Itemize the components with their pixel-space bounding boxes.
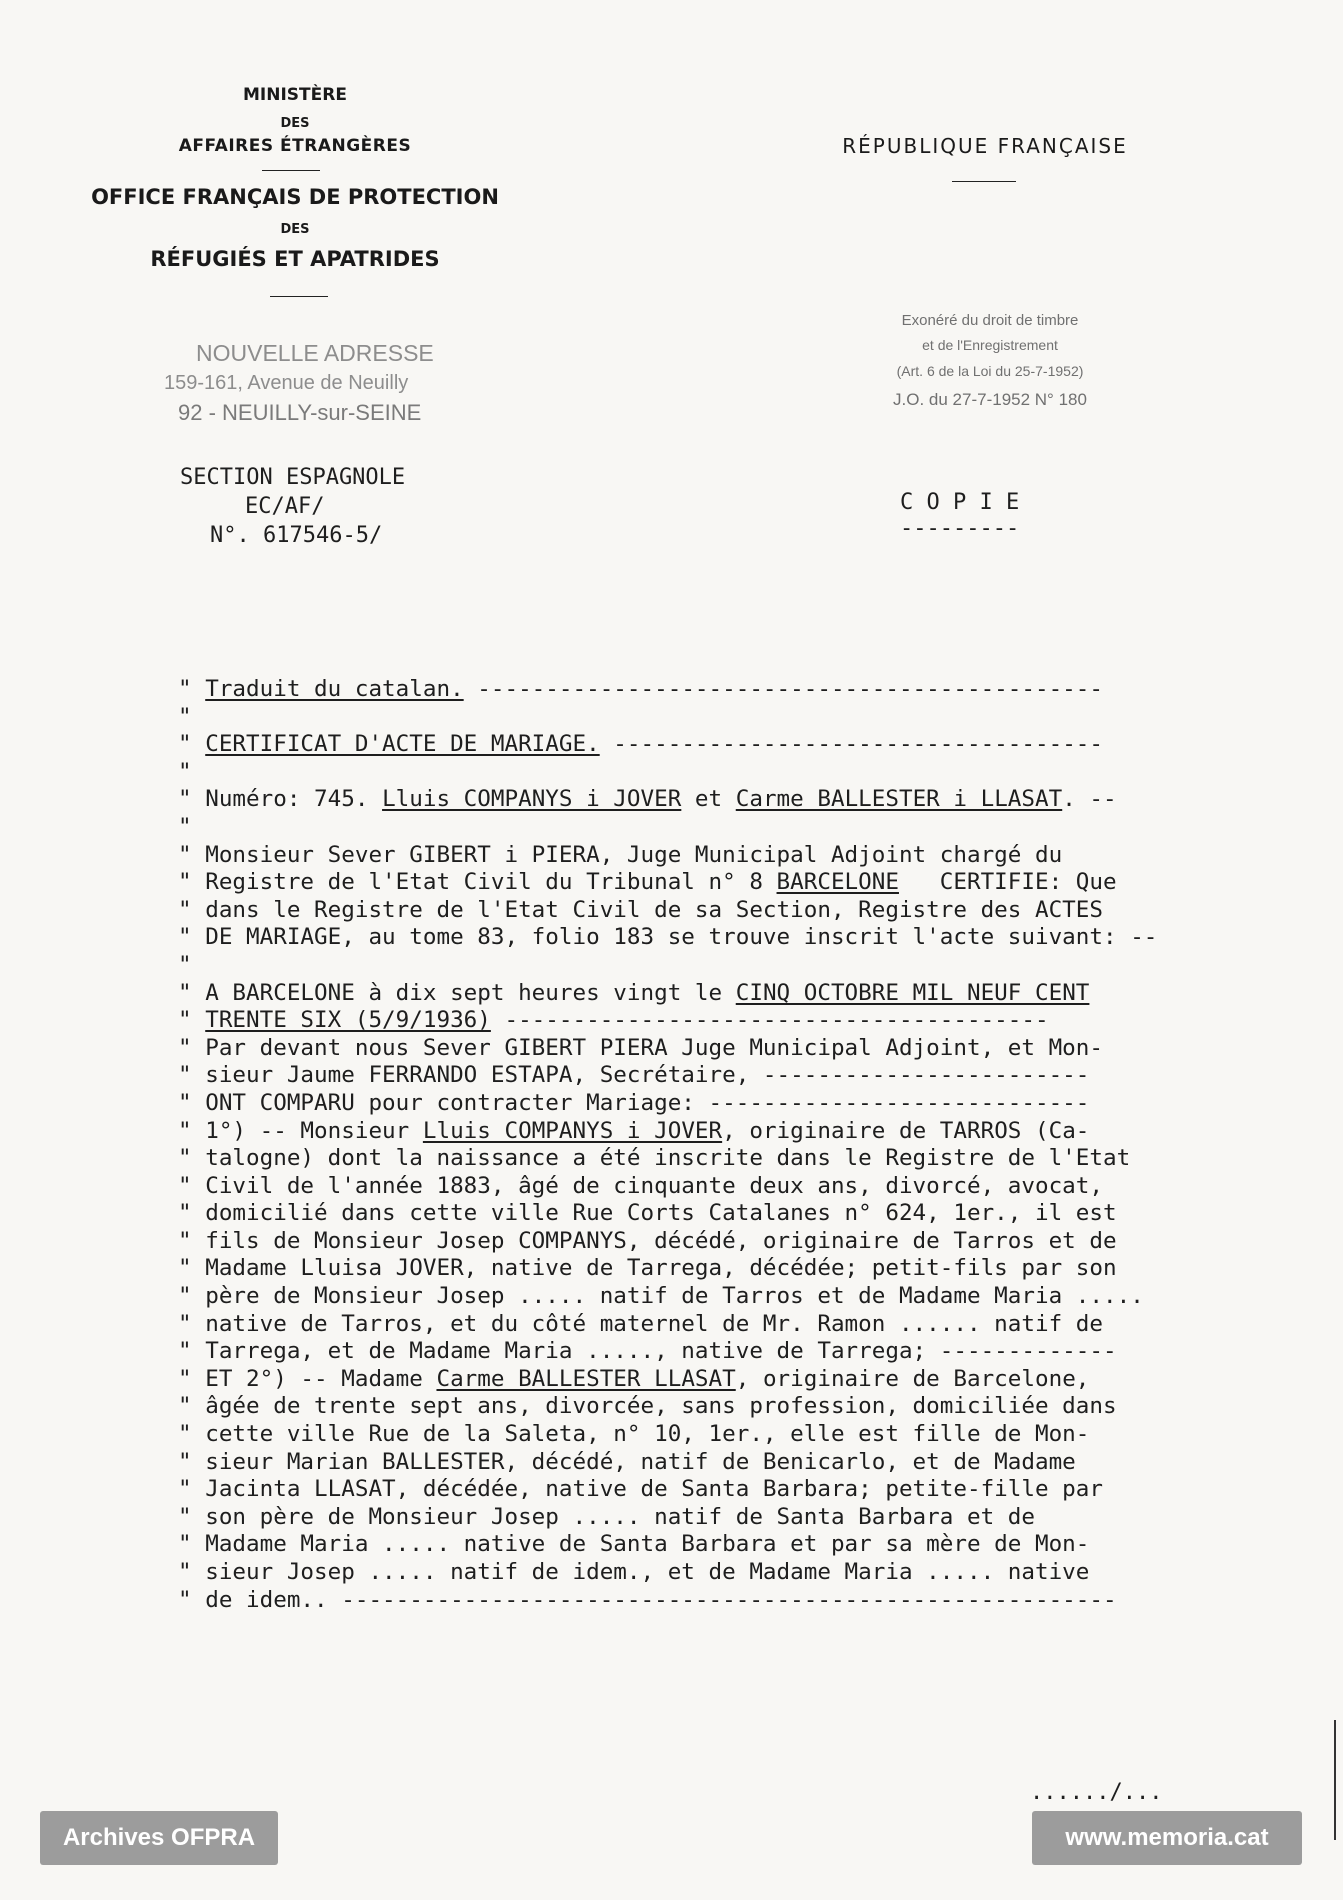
quote-mark: " [178,1007,192,1034]
body-line [178,1007,1157,1035]
quote-mark: " [178,1255,192,1282]
record-number: Numéro: 745. [205,786,383,813]
quote-mark: " [178,951,192,978]
quote-mark: " [178,1393,192,1420]
body-text-span: , originaire de TARROS (Ca- [722,1117,1090,1144]
body-line [178,897,1157,925]
bride-name: Carme BALLESTER LLASAT [436,1365,736,1392]
quote-mark: " [178,1310,192,1337]
quote-mark: " [178,786,192,813]
republic-heading: RÉPUBLIQUE FRANÇAISE [842,134,1128,158]
quote-mark: " [178,1448,192,1475]
quote-mark: " [178,841,192,868]
city-name: BARCELONE [776,869,899,896]
body-line [178,1145,1157,1173]
archives-ofpra-badge: Archives OFPRA [40,1811,278,1865]
bride-name: Carme BALLESTER i LLASAT [735,786,1063,813]
quote-mark: " [178,1227,192,1254]
ministry-line1: MINISTÈRE [243,85,347,105]
quote-mark: " [178,1034,192,1061]
heading-translated: Traduit du catalan. [205,676,464,702]
quote-mark: " [178,1476,192,1503]
body-text-span: , originaire de Barcelone, [735,1365,1090,1392]
body-text-span: son père de Monsieur Josep ..... natif de Santa Barbara et de [205,1503,1035,1530]
office-line3: RÉFUGIÉS ET APATRIDES [150,247,440,271]
body-line [178,759,1157,787]
body-line [178,1421,1157,1449]
body-text-span: et [681,786,736,813]
body-line [178,1062,1157,1090]
memoria-cat-badge[interactable]: www.memoria.cat [1032,1811,1302,1865]
quote-mark: " [178,1531,192,1558]
quote-mark: " [178,676,192,702]
body-text-span: Civil de l'année 1883, âgé de cinquante deux ans, divorcé, avocat, [205,1172,1103,1199]
quote-mark: " [178,813,192,840]
body-line [178,676,1157,704]
body-line [178,980,1157,1008]
exemption-stamp-line4: J.O. du 27-7-1952 N° 180 [893,390,1087,409]
exemption-stamp-line2: et de l'Enregistrement [922,337,1058,353]
margin-line [1334,1720,1336,1840]
quote-mark: " [178,1586,192,1613]
body-text-span: DE MARIAGE, au tome 83, folio 183 se trouve inscrit l'acte suivant: -- [205,924,1158,951]
quote-mark: " [178,1089,192,1116]
quote-mark: " [178,896,192,923]
office-rule [270,296,328,297]
body-line [178,1531,1157,1559]
ministry-line2: DES [280,116,310,131]
dash-fill: ---------------------------------------- [490,1007,1049,1034]
body-text-span: . -- [1062,786,1117,813]
certificate-title: CERTIFICAT D'ACTE DE MARIAGE. [205,731,600,758]
exemption-stamp-line1: Exonéré du droit de timbre [901,312,1079,329]
body-line [178,1559,1157,1587]
address-stamp-line2: 159-161, Avenue de Neuilly [164,372,409,394]
body-text-span: native de Tarros, et du côté maternel de Mr. Ramon ...... natif de [205,1310,1103,1337]
body-text-span: talogne) dont la naissance a été inscrite dans le Registre de l'Etat [205,1145,1131,1172]
body-text-span: Monsieur Sever GIBERT i PIERA, Juge Municipal Adjoint chargé du [205,841,1063,868]
body-line [178,1393,1157,1421]
groom-name: Lluis COMPANYS i JOVER [422,1117,723,1144]
dash-fill: ------------------------------------ [599,731,1103,758]
body-text-span: père de Monsieur Josep ..... natif de Tarros et de Madame Maria ..... [205,1283,1144,1310]
quote-mark: " [178,1503,192,1530]
body-text-span: A BARCELONE à dix sept heures vingt le [205,979,736,1006]
quote-mark: " [178,1145,192,1172]
body-line [178,1311,1157,1339]
marriage-date: CINQ OCTOBRE MIL NEUF CENT [735,979,1090,1006]
body-line [178,1476,1157,1504]
body-text-span: Tarrega, et de Madame Maria ....., native de Tarrega; ------------- [205,1338,1117,1365]
body-line [178,842,1157,870]
body-text-span: fils de Monsieur Josep COMPANYS, décédé, originaire de Tarros et de [205,1227,1117,1254]
copie-label: C O P I E [900,490,1020,515]
quote-mark: " [178,924,192,951]
quote-mark: " [178,1421,192,1448]
quote-mark: " [178,1283,192,1310]
body-text-span: ET 2°) -- Madame [205,1365,437,1392]
body-line [178,1118,1157,1146]
body-line [178,704,1157,732]
continuation-mark: ....../... [1030,1780,1163,1805]
body-line [178,1283,1157,1311]
body-line [178,1035,1157,1063]
ministry-rule [262,170,320,171]
address-stamp-line3: 92 - NEUILLY-sur-SEINE [178,400,422,425]
certificate-body [178,676,1157,1614]
body-text-span: Par devant nous Sever GIBERT PIERA Juge Municipal Adjoint, et Mon- [205,1034,1103,1061]
republic-rule [952,181,1016,182]
groom-name: Lluis COMPANYS i JOVER [382,786,682,813]
body-line [178,1228,1157,1256]
section-line1: SECTION ESPAGNOLE [180,465,406,490]
dash-fill: ---------------------------------------------- [463,676,1103,702]
address-stamp-line1: NOUVELLE ADRESSE [196,340,434,366]
body-line [178,924,1157,952]
body-text-span: Madame Lluisa JOVER, native de Tarrega, décédée; petit-fils par son [205,1255,1117,1282]
body-line [178,1200,1157,1228]
quote-mark: " [178,869,192,896]
body-line [178,1173,1157,1201]
body-text-span: sieur Jaume FERRANDO ESTAPA, Secrétaire, ------------------------ [205,1062,1090,1089]
body-line [178,1366,1157,1394]
body-text-span: sieur Josep ..... natif de idem., et de Madame Maria ..... native [205,1559,1090,1585]
body-line [178,1338,1157,1366]
body-text-span: cette ville Rue de la Saleta, n° 10, 1er., elle est fille de Mon- [205,1421,1090,1448]
quote-mark: " [178,1117,192,1144]
body-line [178,1504,1157,1532]
body-line [178,814,1157,842]
body-text-span: Madame Maria ..... native de Santa Barbara et par sa mère de Mon- [205,1531,1090,1558]
section-line2: EC/AF/ [245,494,325,519]
section-line3: N°. 617546-5/ [210,523,383,548]
body-line [178,1449,1157,1477]
copie-underline: --------- [900,516,1020,541]
body-text-span: domicilié dans cette ville Rue Corts Catalanes n° 624, 1er., il est [205,1200,1117,1227]
body-text-span: Registre de l'Etat Civil du Tribunal n° 8 [205,869,777,896]
office-line1: OFFICE FRANÇAIS DE PROTECTION [91,185,499,209]
quote-mark: " [178,1062,192,1089]
quote-mark: " [178,703,192,730]
exemption-stamp-line3: (Art. 6 de la Loi du 25-7-1952) [896,363,1084,379]
quote-mark: " [178,1172,192,1199]
body-text-span: ONT COMPARU pour contracter Mariage: ---------------------------- [205,1089,1090,1116]
body-line [178,869,1157,897]
body-line [178,1255,1157,1283]
office-line2: DES [280,222,310,237]
body-line [178,1587,1157,1615]
quote-mark: " [178,1200,192,1227]
quote-mark: " [178,1338,192,1365]
body-text-span: Jacinta LLASAT, décédée, native de Santa Barbara; petite-fille par [205,1476,1103,1503]
ministry-line3: AFFAIRES ÉTRANGÈRES [178,136,412,156]
body-text-span: CERTIFIE: Que [898,869,1117,896]
quote-mark: " [178,1559,192,1585]
body-text-span: sieur Marian BALLESTER, décédé, natif de Benicarlo, et de Madame [205,1448,1076,1475]
quote-mark: " [178,731,192,758]
body-text-span: 1°) -- Monsieur [205,1117,423,1144]
body-line [178,786,1157,814]
body-line [178,731,1157,759]
quote-mark: " [178,1365,192,1392]
body-text-span: dans le Registre de l'Etat Civil de sa Section, Registre des ACTES [205,896,1103,923]
body-line [178,952,1157,980]
quote-mark: " [178,979,192,1006]
marriage-date-cont: TRENTE SIX (5/9/1936) [205,1007,491,1034]
body-text-span: de idem.. --------------------------------------------------------- [205,1586,1117,1613]
body-text-span: âgée de trente sept ans, divorcée, sans profession, domiciliée dans [205,1393,1117,1420]
quote-mark: " [178,758,192,785]
body-line [178,1090,1157,1118]
